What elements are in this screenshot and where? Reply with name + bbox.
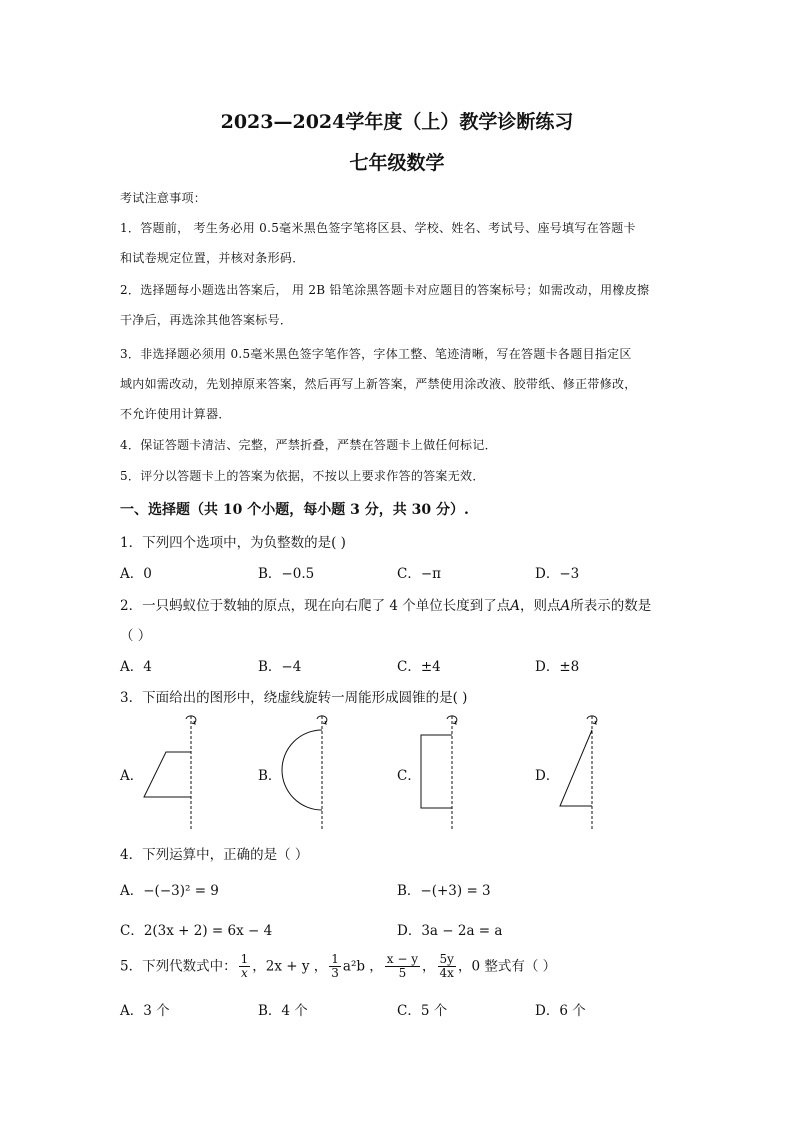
question-2-stem: 2．一只蚂蚁位于数轴的原点，现在向右爬了 4 个单位长度到了点A，则点A所表示的数是: [120, 598, 652, 614]
notice-line: 1．答题前， 考生务必用 0.5毫米黑色签字笔将区县、学校、姓名、考试号、座号填写在答题卡: [120, 221, 636, 235]
q1-option-a: A．0: [120, 566, 152, 582]
notice-line: 3．非选择题必须用 0.5毫米黑色签字笔作答，字体工整、笔迹清晰，写在答题卡各题目指定区: [120, 347, 632, 361]
q2-option-b: B．−4: [258, 659, 302, 675]
q5-option-c: C．5 个: [397, 1003, 448, 1019]
notice-line: 域内如需改动，先划掉原来答案，然后再写上新答案，严禁使用涂改液、胶带纸、修正带修改，: [120, 377, 637, 391]
point-a-var: A: [510, 598, 521, 614]
q5-option-a: A．3 个: [120, 1003, 170, 1019]
q3-label-d: D．: [535, 768, 560, 784]
notice-line: 5．评分以答题卡上的答案为依据，不按以上要求作答的答案无效．: [120, 469, 485, 483]
q3-label-c: C．: [397, 768, 421, 784]
page-title: 2023—2024学年度（上）教学诊断练习: [220, 111, 574, 133]
q1-option-b: B．−0.5: [258, 566, 315, 582]
question-5-stem: 5．下列代数式中： $\frac{1}{x}$ ，2x + y ， $\frac{1}{3}$ a²b ， $\frac{x - y}{5}$ ， $\frac{5y}{4x}$ ，0 整式有（ ）: [120, 952, 557, 981]
fraction: $\frac{x - y}{5}$: [386, 952, 419, 981]
q4-option-c: C．2(3x + 2) = 6x − 4: [120, 923, 273, 939]
notice-line: 不允许使用计算器．: [120, 407, 231, 421]
page-subtitle: 七年级数学: [349, 152, 445, 174]
figure-trapezoid: [140, 712, 200, 832]
fraction: $\frac{1}{3}$: [331, 952, 339, 981]
q5-option-d: D．6 个: [535, 1003, 586, 1019]
figure-right-triangle: [555, 712, 615, 832]
figure-semicircle: [276, 712, 336, 832]
q2-option-a: A．4: [120, 659, 152, 675]
q2-option-c: C．±4: [397, 659, 441, 675]
question-3-stem: 3．下面给出的图形中，绕虚线旋转一周能形成圆锥的是( ): [120, 690, 468, 706]
notice-line: 2．选择题每小题选出答案后， 用 2B 铅笔涂黑答题卡对应题目的答案标号；如需改动，用橡皮擦: [120, 283, 650, 297]
section-title: 一、选择题（共 10 个小题，每小题 3 分，共 30 分）.: [120, 502, 469, 518]
fraction: $\frac{5y}{4x}$: [439, 952, 454, 981]
question-1-stem: 1．下列四个选项中，为负整数的是( ): [120, 535, 346, 551]
notice-line: 4．保证答题卡清洁、完整，严禁折叠，严禁在答题卡上做任何标记．: [120, 438, 497, 452]
fraction: $\frac{1}{x}$: [240, 952, 249, 981]
notice-line: 干净后，再选涂其他答案标号．: [120, 313, 293, 327]
notice-heading: 考试注意事项：: [120, 191, 207, 205]
q4-option-d: D．3a − 2a = a: [397, 923, 503, 939]
q1-option-d: D．−3: [535, 566, 580, 582]
q1-option-c: C．−π: [397, 566, 442, 582]
question-4-stem: 4．下列运算中，正确的是（ ）: [120, 847, 309, 863]
q5-option-b: B．4 个: [258, 1003, 308, 1019]
q3-label-b: B．: [258, 768, 282, 784]
figure-rectangle: [416, 712, 476, 832]
q4-option-a: A．−(−3)² = 9: [120, 883, 219, 899]
q3-label-a: A．: [120, 768, 144, 784]
q4-option-b: B．−(+3) = 3: [397, 883, 491, 899]
notice-line: 和试卷规定位置，并核对条形码．: [120, 251, 305, 265]
question-2-paren: （ ）: [120, 628, 152, 644]
q2-option-d: D．±8: [535, 659, 580, 675]
point-a-var: A: [560, 598, 571, 614]
